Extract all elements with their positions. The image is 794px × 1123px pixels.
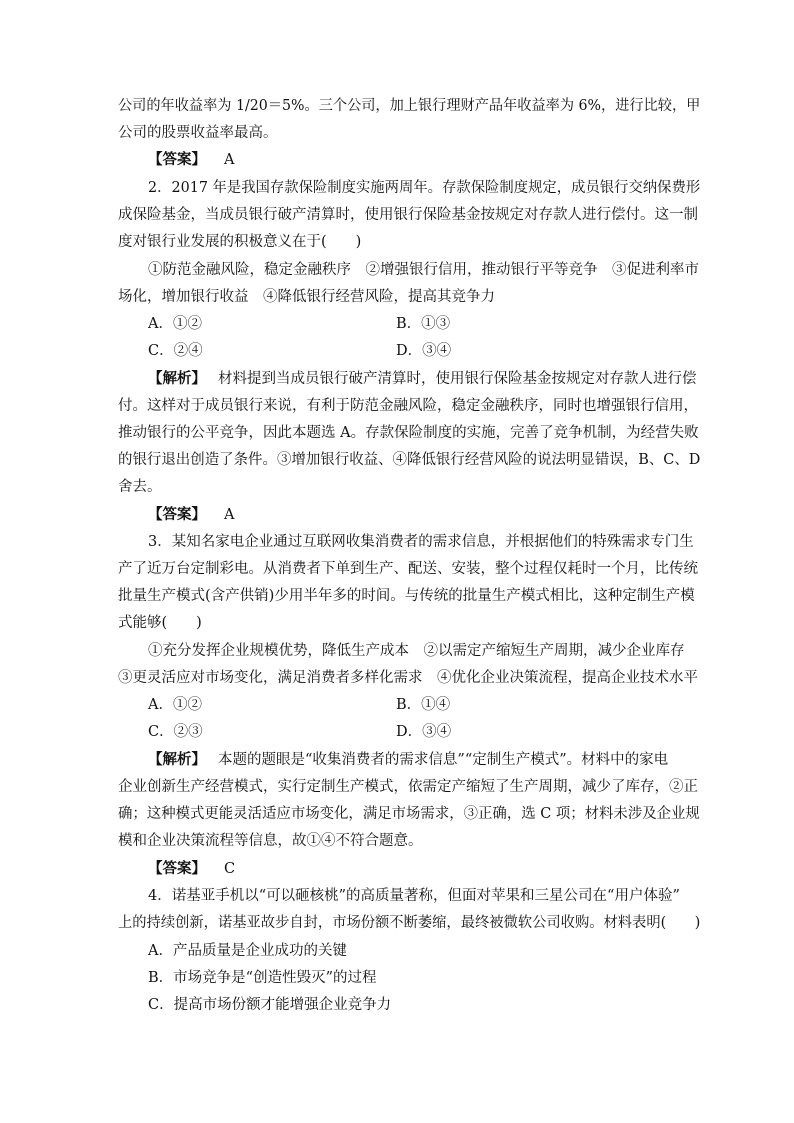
- answer-value: A: [224, 152, 235, 168]
- q1-explanation-line-2: 公司的股票收益率最高。: [118, 125, 278, 141]
- answer-value: C: [224, 861, 236, 877]
- q3-option-c: C．②③: [148, 724, 203, 740]
- q2-stem-line-1: 2．2017 年是我国存款保险制度实施两周年。存款保险制度规定，成员银行交纳保费形: [148, 180, 701, 196]
- q3-stem-line-4: 式能够( ): [118, 615, 202, 631]
- q4-option-c: C．提高市场份额才能增强企业竞争力: [148, 997, 392, 1013]
- q1-explanation-line-1: 公司的年收益率为 1/20＝5%。三个公司，加上银行理财产品年收益率为 6%，进行比较，甲: [118, 98, 701, 114]
- q2-option-d: D．③④: [396, 343, 452, 359]
- q2-choices-line-1: ①防范金融风险，稳定金融秩序 ②增强银行信用，推动银行平等竞争 ③促进利率市: [148, 262, 699, 278]
- analysis-text: 本题的题眼是“收集消费者的需求信息”“定制生产模式”。材料中的家电: [218, 752, 669, 768]
- q2-analysis-line-5: 舍去。: [118, 479, 162, 495]
- analysis-label: 【解析】: [148, 751, 206, 768]
- q2-option-c: C．②④: [148, 343, 203, 359]
- q3-analysis-line-3: 确；这种模式更能灵活适应市场变化，满足市场需求，③正确，选 C 项；材料未涉及企业规: [118, 806, 700, 822]
- q3-answer: [148, 859, 235, 879]
- q3-choices-line-1: ①充分发挥企业规模优势，降低生产成本 ②以需定产缩短生产周期，减少企业库存: [148, 643, 685, 659]
- analysis-text: 材料提到当成员银行破产清算时，使用银行保险基金按规定对存款人进行偿: [218, 371, 697, 387]
- q2-stem-line-3: 度对银行业发展的积极意义在于( ): [118, 234, 362, 250]
- q2-analysis-line-1: [148, 369, 697, 389]
- q3-analysis-line-2: 企业创新生产经营模式，实行定制生产模式，依需定产缩短了生产周期，减少了库存，②正: [118, 779, 698, 795]
- q2-choices-line-2: 场化，增加银行收益 ④降低银行经营风险，提高其竞争力: [118, 289, 495, 305]
- q2-analysis-line-2: 付。这样对于成员银行来说，有利于防范金融风险，稳定金融秩序，同时也增强银行信用，: [118, 398, 698, 414]
- q3-option-b: B．①④: [396, 697, 451, 713]
- q3-stem-line-3: 批量生产模式(含产供销)少用半年多的时间。与传统的批量生产模式相比，这种定制生产模: [118, 588, 695, 604]
- q3-stem-line-1: 3．某知名家电企业通过互联网收集消费者的需求信息，并根据他们的特殊需求专门生: [148, 534, 694, 550]
- q2-answer: [148, 505, 234, 525]
- answer-label: 【答案】: [148, 506, 206, 523]
- q3-option-d: D．③④: [396, 724, 452, 740]
- q2-analysis-line-3: 推动银行的公平竞争，因此本题选 A。存款保险制度的实施，完善了竞争机制，为经营失败: [118, 425, 699, 441]
- q2-analysis-line-4: 的银行退出创造了条件。③增加银行收益、④降低银行经营风险的说法明显错误，B、C、D: [118, 452, 701, 468]
- answer-label: 【答案】: [148, 151, 206, 168]
- q2-option-b: B．①③: [396, 316, 451, 332]
- q3-choices-line-2: ③更灵活应对市场变化，满足消费者多样化需求 ④优化企业决策流程，提高企业技术水平: [118, 670, 698, 686]
- q4-option-b: B．市场竞争是“创造性毁灭”的过程: [148, 970, 377, 986]
- answer-label: 【答案】: [148, 860, 206, 877]
- answer-value: A: [224, 507, 235, 523]
- q3-stem-line-2: 产了近万台定制彩电。从消费者下单到生产、配送、安装，整个过程仅耗时一个月，比传统: [118, 561, 698, 577]
- q3-option-a: A．①②: [148, 697, 202, 713]
- q4-stem-line-2: 上的持续创新，诺基亚故步自封，市场份额不断萎缩，最终被微软公司收购。材料表明( ): [118, 915, 701, 931]
- q4-option-a: A．产品质量是企业成功的关键: [148, 943, 347, 959]
- q4-stem-line-1: 4．诺基亚手机以“可以砸核桃”的高质量著称，但面对苹果和三星公司在“用户体验”: [148, 888, 680, 904]
- q3-analysis-line-1: [148, 750, 668, 770]
- q1-answer: [148, 150, 234, 170]
- q2-option-a: A．①②: [148, 316, 202, 332]
- analysis-label: 【解析】: [148, 370, 206, 387]
- q2-stem-line-2: 成保险基金，当成员银行破产清算时，使用银行保险基金按规定对存款人进行偿付。这一制: [118, 207, 698, 223]
- q3-analysis-line-4: 模和企业决策流程等信息，故①④不符合题意。: [118, 833, 423, 849]
